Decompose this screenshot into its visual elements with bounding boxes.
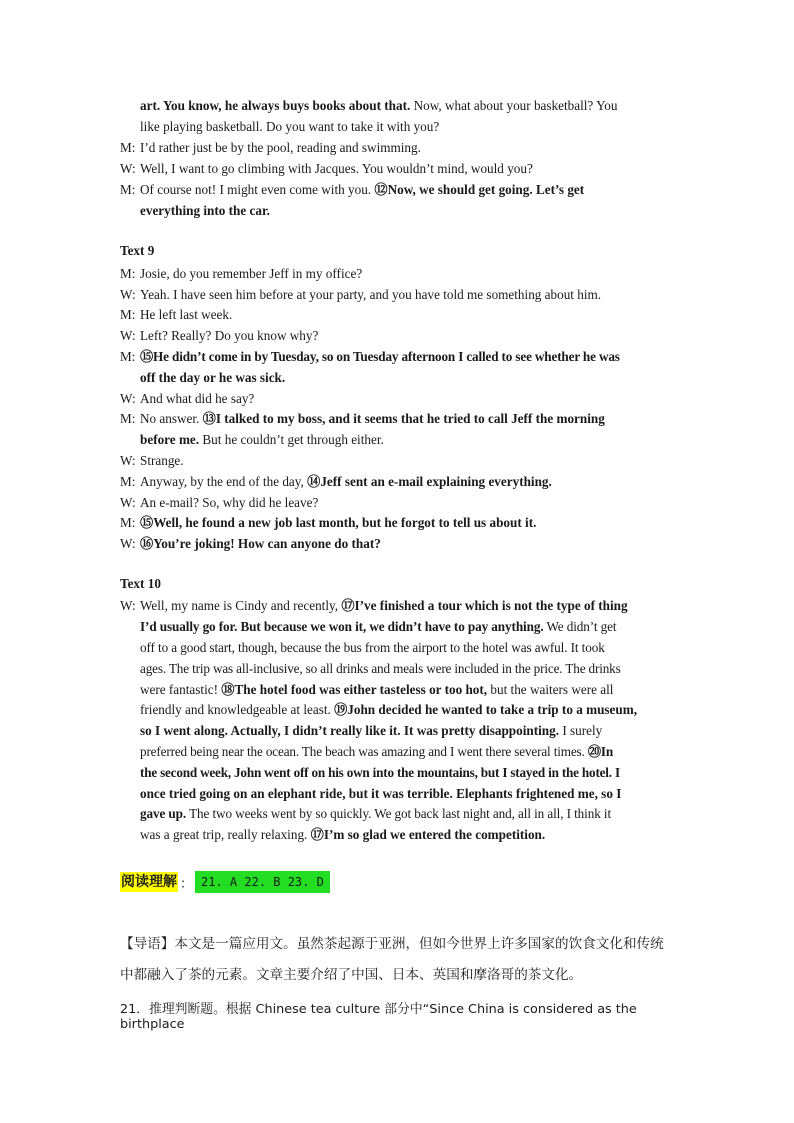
highlighted-answer-text: John decided he wanted to take a trip to a museum,: [347, 702, 638, 717]
dialogue-text: We didn’t get: [543, 619, 617, 634]
speaker-label: W:: [120, 598, 136, 613]
highlighted-answer-text: gave up.: [140, 806, 187, 821]
dialogue-line: [120, 180, 674, 201]
dialogue-text: But he couldn’t get through either.: [199, 432, 384, 447]
dialogue-text: was a great trip, really relaxing.: [140, 827, 311, 842]
dialogue-text: but the waiters were all: [487, 682, 614, 697]
dialogue-line: [120, 264, 674, 285]
highlighted-answer-text: In: [600, 744, 614, 759]
highlighted-answer-text: The hotel food was either tasteless or too hot,: [234, 682, 488, 697]
question-number-marker: ⑭: [307, 474, 321, 489]
dialogue-text: like playing basketball. Do you want to take it with you?: [140, 119, 440, 134]
speaker-label: W:: [120, 391, 136, 406]
dialogue-line: [120, 409, 674, 430]
reading-answer-row: [120, 871, 330, 893]
question-number-marker: ⑰: [341, 598, 355, 613]
dialogue-text: preferred being near the ocean. The beach was amazing and I went there several times.: [140, 744, 588, 759]
dialogue-text: friendly and knowledgeable at least.: [140, 702, 335, 717]
speaker-label: M:: [120, 182, 136, 197]
dialogue-text: ages. The trip was all-inclusive, so all drinks and meals were included in the price. The drinks: [140, 661, 621, 676]
question-number-marker: ⑫: [374, 182, 388, 197]
dialogue-line: [120, 472, 674, 493]
highlighted-answer-text: off the day or he was sick.: [140, 370, 286, 385]
dialogue-line: [140, 825, 674, 846]
dialogue-line: [140, 763, 674, 784]
question-number-marker: ⑬: [202, 411, 216, 426]
dialogue-line: [120, 513, 674, 534]
highlighted-answer-text: Now, we should get going. Let’s get: [387, 182, 585, 197]
dialogue-text: off to a good start, though, because the bus from the airport to the hotel was awful. It took: [140, 640, 605, 655]
question-number-marker: ⑳: [587, 744, 601, 759]
section-heading: Text 10: [120, 576, 161, 591]
dialogue-line: [120, 285, 674, 306]
dialogue-text: were fantastic!: [140, 682, 222, 697]
dialogue-text: And what did he say?: [140, 391, 255, 406]
highlighted-answer-text: the second week, John went off on his own into the mountains, but I stayed in the hotel. I: [140, 765, 620, 780]
dialogue-text: Strange.: [140, 453, 184, 468]
dialogue-line: [120, 389, 674, 410]
guide-paragraph-line: 中都融入了茶的元素。文章主要介绍了中国、日本、英国和摩洛哥的茶文化。: [120, 967, 583, 983]
dialogue-line: [140, 680, 674, 701]
dialogue-text: Josie, do you remember Jeff in my office?: [140, 266, 363, 281]
speaker-label: M:: [120, 140, 136, 155]
dialogue-line: [120, 596, 674, 617]
dialogue-line: [140, 117, 674, 138]
speaker-label: M:: [120, 515, 136, 530]
dialogue-text: No answer.: [140, 411, 203, 426]
dialogue-line: [140, 721, 674, 742]
highlighted-answer-text: You’re joking! How can anyone do that?: [153, 536, 381, 551]
dialogue-text: Left? Really? Do you know why?: [140, 328, 319, 343]
speaker-label: M:: [120, 307, 136, 322]
highlighted-answer-text: Well, he found a new job last month, but he forgot to tell us about it.: [153, 515, 537, 530]
dialogue-text: He left last week.: [140, 307, 233, 322]
dialogue-line: [120, 159, 674, 180]
answer-key-box: 21. A 22. B 23. D: [195, 871, 330, 893]
dialogue-line: [140, 617, 674, 638]
label-colon: ：: [180, 876, 194, 892]
dialogue-text: Well, I want to go climbing with Jacques. You wouldn’t mind, would you?: [140, 161, 533, 176]
question-number-marker: ⑱: [221, 682, 235, 697]
question-number-marker: ⑮: [140, 515, 154, 530]
dialogue-line: [120, 347, 674, 368]
explanation-line: 21．推理判断题。根据 Chinese tea culture 部分中“Since China is considered as the birthplace: [120, 1002, 637, 1032]
dialogue-text: I’d rather just be by the pool, reading and swimming.: [140, 140, 421, 155]
dialogue-line: [140, 659, 674, 680]
highlighted-answer-text: once tried going on an elephant ride, but it was terrible. Elephants frightened me, so I: [140, 786, 622, 801]
speaker-label: W:: [120, 495, 136, 510]
highlighted-answer-text: before me.: [140, 432, 200, 447]
section-heading: Text 9: [120, 243, 155, 258]
speaker-label: M:: [120, 266, 136, 281]
dialogue-line: [140, 368, 674, 389]
highlighted-answer-text: Jeff sent an e-mail explaining everything.: [320, 474, 552, 489]
dialogue-line: [140, 804, 674, 825]
dialogue-line: [120, 326, 674, 347]
dialogue-text: I surely: [559, 723, 603, 738]
dialogue-text: Anyway, by the end of the day,: [140, 474, 308, 489]
highlighted-answer-text: art. You know, he always buys books about that.: [140, 98, 411, 113]
speaker-label: W:: [120, 287, 136, 302]
dialogue-line: [140, 201, 674, 222]
highlighted-answer-text: I’d usually go for. But because we won it, we didn’t have to pay anything.: [140, 619, 544, 634]
dialogue-text: Of course not! I might even come with you.: [140, 182, 375, 197]
highlighted-answer-text: everything into the car.: [140, 203, 270, 218]
dialogue-line: [140, 430, 674, 451]
dialogue-line: [120, 138, 674, 159]
guide-paragraph-line: 【导语】本文是一篇应用文。虽然茶起源于亚洲，但如今世界上许多国家的饮食文化和传统: [120, 936, 664, 952]
dialogue-line: [140, 96, 674, 117]
speaker-label: W:: [120, 328, 136, 343]
highlighted-answer-text: I talked to my boss, and it seems that he tried to call Jeff the morning: [215, 411, 605, 426]
dialogue-text: Well, my name is Cindy and recently,: [140, 598, 342, 613]
speaker-label: M:: [120, 474, 136, 489]
speaker-label: W:: [120, 453, 136, 468]
reading-section-label: 阅读理解: [121, 874, 177, 890]
highlighted-answer-text: I’m so glad we entered the competition.: [323, 827, 546, 842]
dialogue-line: [140, 638, 674, 659]
highlighted-answer-text: He didn’t come in by Tuesday, so on Tuesday afternoon I called to see whether he was: [153, 349, 620, 364]
speaker-label: M:: [120, 349, 136, 364]
dialogue-line: [120, 534, 674, 555]
dialogue-text: Yeah. I have seen him before at your party, and you have told me something about him.: [140, 287, 602, 302]
dialogue-line: [140, 742, 674, 763]
dialogue-line: [140, 784, 674, 805]
question-number-marker: ⑲: [334, 702, 348, 717]
speaker-label: W:: [120, 536, 136, 551]
question-number-marker: ⑰: [310, 827, 324, 842]
speaker-label: M:: [120, 411, 136, 426]
speaker-label: W:: [120, 161, 136, 176]
dialogue-line: [120, 493, 674, 514]
highlighted-answer-text: so I went along. Actually, I didn’t really like it. It was pretty disappointing.: [140, 723, 560, 738]
dialogue-text: Now, what about your basketball? You: [410, 98, 618, 113]
dialogue-line: [140, 700, 674, 721]
question-number-marker: ⑮: [140, 349, 154, 364]
highlighted-answer-text: I’ve finished a tour which is not the type of thing: [354, 598, 628, 613]
dialogue-text: The two weeks went by so quickly. We got back last night and, all in all, I think it: [186, 806, 612, 821]
dialogue-text: An e-mail? So, why did he leave?: [140, 495, 319, 510]
dialogue-line: [120, 451, 674, 472]
question-number-marker: ⑯: [140, 536, 154, 551]
dialogue-line: [120, 305, 674, 326]
